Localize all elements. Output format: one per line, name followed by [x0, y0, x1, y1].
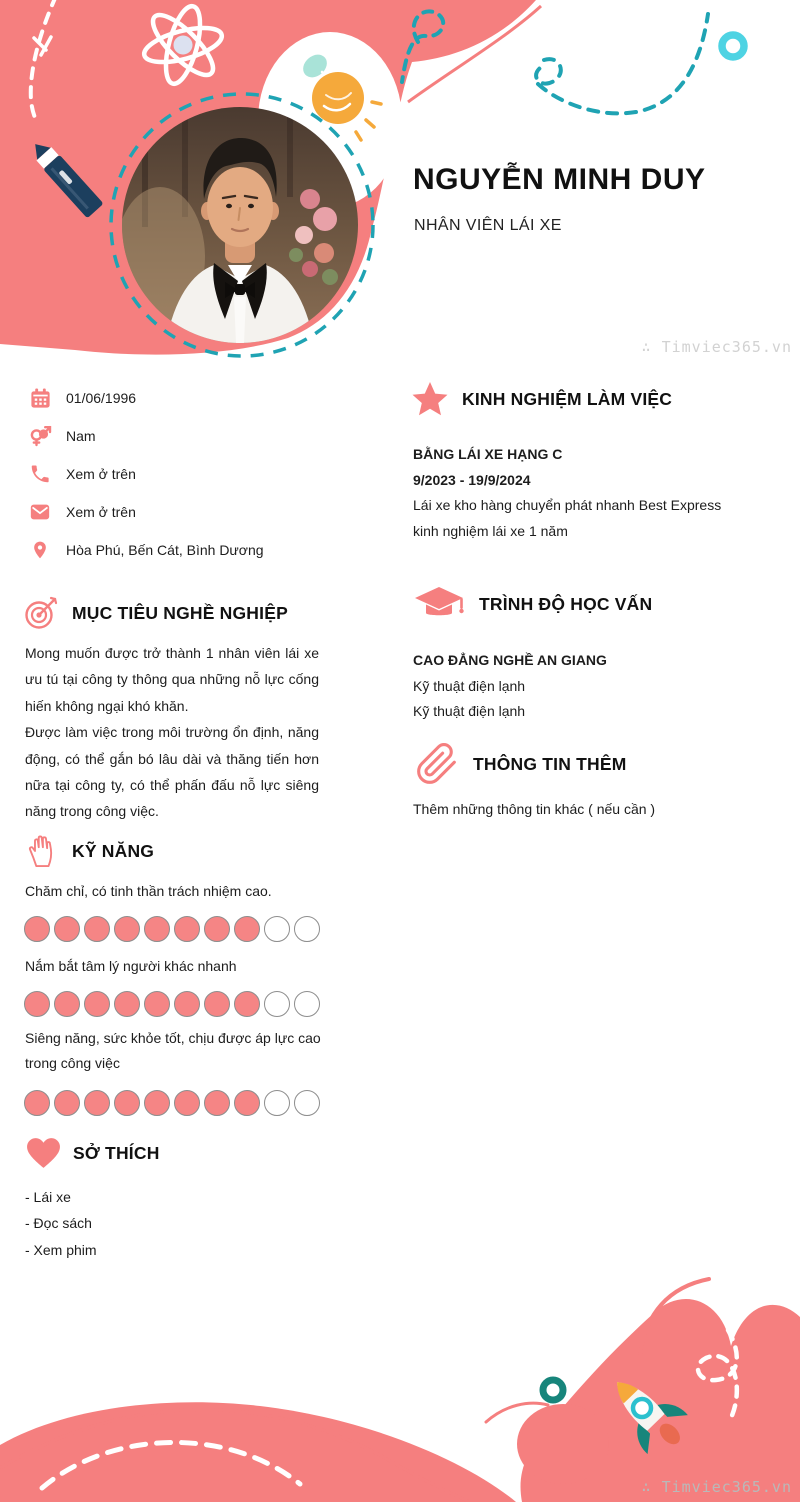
education-line: Kỹ thuật điện lạnh: [413, 703, 526, 720]
section-hobbies-header: [25, 1136, 160, 1170]
objective-text: [25, 640, 319, 825]
skill-dot: [144, 1090, 170, 1116]
info-row-address: [28, 531, 368, 569]
watermark-top: ∴ Timviec365.vn: [641, 338, 792, 356]
gender-icon: [28, 424, 52, 448]
email-icon: [28, 500, 52, 524]
info-row-gender: [28, 417, 368, 455]
education-line: Kỹ thuật điện lạnh: [413, 677, 526, 694]
portrait-illustration: [122, 107, 358, 343]
hobby-item: - Xem phim: [25, 1241, 97, 1258]
skill-level: [24, 916, 320, 942]
experience-line: Lái xe kho hàng chuyển phát nhanh Best Express: [413, 497, 722, 514]
hand-icon: [24, 833, 58, 869]
skill-dot: [24, 916, 50, 942]
skill-dot: [24, 1090, 50, 1116]
info-row-phone: [28, 455, 368, 493]
target-icon: [24, 595, 60, 631]
skill-dot: [234, 991, 260, 1017]
skill-dot: [54, 1090, 80, 1116]
objective-title: MỤC TIÊU NGHỀ NGHIỆP: [72, 602, 288, 623]
skill-dot: [54, 916, 80, 942]
section-experience-header: [411, 381, 672, 417]
info-row-email: [28, 493, 368, 531]
skill-dot: [84, 1090, 110, 1116]
skill-dot: [114, 1090, 140, 1116]
education-heading: CAO ĐẲNG NGHỀ AN GIANG: [413, 652, 607, 668]
skill-dot: [294, 991, 320, 1017]
additional-text: Thêm những thông tin khác ( nếu cần ): [413, 801, 656, 817]
address-value: Hòa Phú, Bến Cát, Bình Dương: [66, 542, 264, 558]
skill-dot: [174, 1090, 200, 1116]
experience-title: KINH NGHIỆM LÀM VIỆC: [462, 388, 673, 409]
hobbies-list: [25, 1184, 97, 1263]
objective-paragraph: Mong muốn được trở thành 1 nhân viên lái xe ưu tú tại công ty thông qua những nỗ lực cống hiến không ngại khó khăn.: [25, 645, 319, 714]
paperclip-icon: [415, 742, 459, 786]
education-title: TRÌNH ĐỘ HỌC VẤN: [479, 593, 653, 614]
skill-dot: [264, 991, 290, 1017]
hobbies-title: SỞ THÍCH: [73, 1142, 160, 1163]
experience-heading: BẰNG LÁI XE HẠNG C: [413, 446, 563, 462]
section-skills-header: [24, 833, 154, 869]
gender-value: Nam: [66, 428, 96, 444]
skills-title: KỸ NĂNG: [72, 840, 155, 861]
skill-label: Nắm bắt tâm lý người khác nhanh: [25, 958, 237, 974]
job-title: NHÂN VIÊN LÁI XE: [414, 217, 562, 234]
experience-line: kinh nghiệm lái xe 1 năm: [413, 522, 568, 539]
email-value: Xem ở trên: [66, 504, 136, 520]
location-icon: [28, 538, 52, 562]
skill-dot: [84, 916, 110, 942]
skill-dot: [264, 916, 290, 942]
phone-value: Xem ở trên: [66, 466, 136, 482]
experience-period: 9/2023 - 19/9/2024: [413, 471, 531, 488]
objective-paragraph: Được làm việc trong môi trường ổn định, năng động, có thể gắn bó lâu dài và thăng tiến hơn nữa tại công ty, có thể phấn đấu nỗ lực siêng năng trong công việc.: [25, 724, 319, 820]
skill-dot: [114, 991, 140, 1017]
hobby-item: - Lái xe: [25, 1189, 71, 1205]
calendar-icon: [28, 386, 52, 410]
phone-icon: [28, 462, 52, 486]
page-title: NGUYỄN MINH DUY: [413, 163, 706, 196]
watermark-bottom: ∴ Timviec365.vn: [641, 1478, 792, 1496]
skill-dot: [84, 991, 110, 1017]
section-additional-header: [415, 742, 626, 786]
skill-dot: [204, 916, 230, 942]
skill-dot: [204, 991, 230, 1017]
cyan-ring-icon: [722, 35, 744, 57]
teal-dashed-swirl-right: [536, 14, 708, 113]
skill-dot: [234, 916, 260, 942]
additional-title: THÔNG TIN THÊM: [473, 753, 627, 774]
bottom-decoration: [0, 1270, 800, 1502]
birthday-value: 01/06/1996: [66, 390, 137, 406]
skill-dot: [294, 916, 320, 942]
skill-dot: [144, 916, 170, 942]
skill-dot: [144, 991, 170, 1017]
education-entry: [413, 648, 793, 725]
heart-icon: [25, 1136, 62, 1170]
skill-dot: [294, 1090, 320, 1116]
skill-dot: [114, 916, 140, 942]
star-icon: [411, 381, 449, 417]
skill-dot: [234, 1090, 260, 1116]
info-row-birthday: [28, 379, 368, 417]
graduation-cap-icon: [413, 585, 467, 623]
skill-dot: [174, 916, 200, 942]
skill-dot: [24, 991, 50, 1017]
skill-dot: [264, 1090, 290, 1116]
skill-dot: [174, 991, 200, 1017]
hobby-item: - Đọc sách: [25, 1215, 92, 1232]
skill-level: [24, 1090, 320, 1116]
section-objective-header: [24, 595, 288, 631]
section-education-header: [413, 585, 652, 623]
personal-info-list: [28, 379, 368, 569]
skill-label: Chăm chỉ, có tinh thần trách nhiệm cao.: [25, 883, 272, 899]
skill-dot: [54, 991, 80, 1017]
profile-photo: [122, 107, 358, 343]
experience-entry: [413, 442, 793, 544]
skill-label: Siêng năng, sức khỏe tốt, chịu được áp lực cao trong công việc: [25, 1030, 321, 1071]
pink-blob-bump: [517, 1404, 609, 1484]
skill-dot: [204, 1090, 230, 1116]
skill-level: [24, 991, 320, 1017]
teal-ring-icon: [543, 1380, 563, 1400]
